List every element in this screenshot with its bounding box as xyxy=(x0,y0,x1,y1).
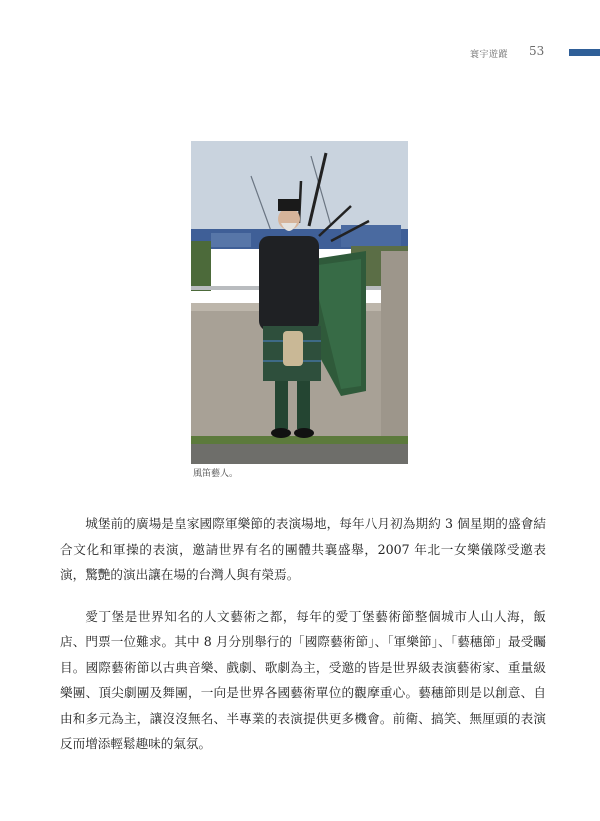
paragraph: 城堡前的廣場是皇家國際軍樂節的表演場地，每年八月初為期約 3 個星期的盛會結合文化和軍操的表演，邀請世界有名的團體共襄盛舉，2007 年北一女樂儀隊受邀表演，驚艷的演出讓在場的台灣人與有榮焉。 xyxy=(60,516,546,582)
paragraph: 愛丁堡是世界知名的人文藝術之都，每年的愛丁堡藝術節整個城市人山人海，飯店、門票一位難求。其中 8 月分別舉行的「國際藝術節」、「軍樂節」、「藝穗節」最受矚目。國際藝術節以古典音樂、戲劇、歌劇為主，受邀的皆是世界級表演藝術家、重量級樂團、頂尖劇團及舞團，一向是世界各國藝術單位的觀摩重心。藝穗節則是以創意、自由和多元為主，讓沒沒無名、半專業的表演提供更多機會。前衛、搞笑、無厘頭的表演反而增添輕鬆趣味的氣氛。 xyxy=(60,608,546,751)
trees-left xyxy=(191,241,211,291)
header-accent-bar xyxy=(569,49,600,56)
page-number: 53 xyxy=(529,44,545,58)
article-body xyxy=(60,511,546,773)
running-header-title: 寰宇遊蹤 xyxy=(470,50,509,60)
figure-caption: 風笛藝人。 xyxy=(193,469,239,479)
stone-pillar xyxy=(381,251,408,441)
pavement xyxy=(191,444,408,464)
page-header xyxy=(0,44,600,64)
bagpiper-photo xyxy=(191,141,408,464)
